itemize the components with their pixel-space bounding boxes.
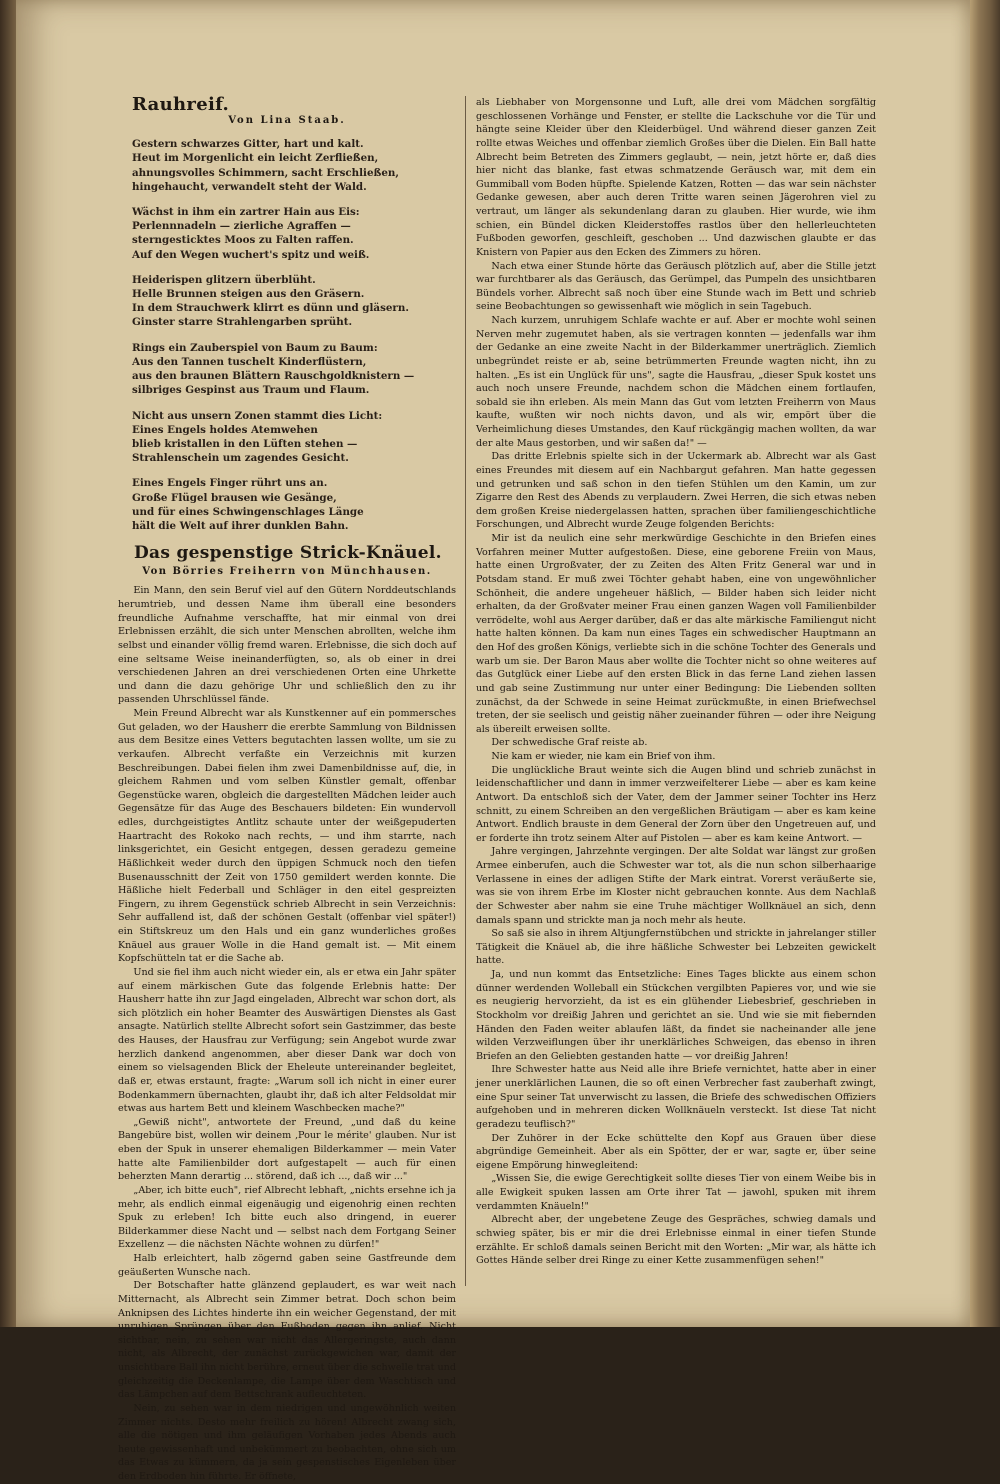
story-paragraph: Nein, zu sehen war in dem niedrigen und ungewöhnlich weiten Zimmer nichts. Desto mehr freilich zu hören! Albrecht zwang sich, alle die nötigen und ihm geläufigen Vorhaben jedes Abends auch heute gewissenhaft und unbekümmert zu beobachten, ohne sich um das Etwas zu kümmern, da ja sein gespenstisches Eigenleben über den Erdboden hin führte. Er öffnete,: [118, 1402, 456, 1482]
story-paragraph: Nach etwa einer Stunde hörte das Geräusch plötzlich auf, aber die Stille jetzt war furchtbarer als das Geräusch, das Gerümpel, das Pumpeln des unsichtbaren Bündels vorher. Albrecht saß noch über eine Stunde wach im Bett und schrieb seine Beobachtungen so gewissenhaft wie möglich in sein Tagebuch.: [476, 260, 876, 313]
poem-line: Aus den Tannen tuschelt Kinderflüstern,: [132, 355, 367, 368]
column-divider: [465, 96, 466, 1286]
poem-author: Von Lina Staab.: [228, 114, 346, 126]
story-paragraph: „Gewiß nicht", antwortete der Freund, „und daß du keine Bangebüre bist, wollen wir deinem ‚Pour le mérite' glauben. Nur ist eben der Spuk in unserer ehemaligen Bilderkammer — mein Vater hatte alte Familienbilder dort aufgestapelt — auch für einen beherzten Mann derartig ... störend, daß ich ..., daß wir ...": [118, 1116, 456, 1183]
poem-title: Rauhreif.: [132, 94, 230, 115]
poem-line: Auf den Wegen wuchert's spitz und weiß.: [132, 248, 370, 261]
poem-line: Eines Engels holdes Atemwehen: [132, 423, 318, 436]
poem-stanza: [132, 205, 456, 262]
poem-stanza: [132, 273, 456, 330]
poem-stanzas: [118, 137, 456, 533]
poem-line: Große Flügel brausen wie Gesänge,: [132, 491, 337, 504]
story-paragraph: Halb erleichtert, halb zögernd gaben seine Gastfreunde dem geäußerten Wunsche nach.: [118, 1253, 456, 1278]
story-paragraph: Die unglückliche Braut weinte sich die Augen blind und schrieb zunächst in leidenschaftlicher und dann in immer verzweifelterer Liebe — aber es kam keine Antwort. Da entschloß sich der Vater, dem der Jammer seiner Tochter ins Herz schnitt, zu einem Schreiben an den vergeßlichen Bräutigam — aber es kam keine Antwort. Endlich brauste in dem General der Zorn über den Ungetreuen auf, und er forderte ihn trotz seinem Alter auf Pistolen — aber es kam keine Antwort. —: [476, 764, 876, 844]
poem-stanza: [132, 137, 456, 194]
story-paragraph: Ihre Schwester hatte aus Neid alle ihre Briefe vernichtet, hatte aber in einer jener unerklärlichen Launen, die so oft einen Verbrecher fast zauberhaft zwingt, eine Spur seiner Tat unverwischt zu lassen, die Briefe des schwedischen Offiziers aufgehoben und in mehreren dicken Wollknäueln versteckt. Ist diese Tat nicht geradezu teuflisch?": [476, 1064, 876, 1130]
story-title: Das gespenstige Strick-Knäuel.: [134, 543, 442, 564]
poem-line: Rings ein Zauberspiel von Baum zu Baum:: [132, 341, 378, 354]
story-text-right: [476, 96, 876, 1268]
poem-line: Heut im Morgenlicht ein leicht Zerfließen,: [132, 152, 379, 165]
story-paragraph: Ein Mann, den sein Beruf viel auf den Gütern Norddeutschlands herumtrieb, und dessen Name ihm überall eine besonders freundliche Aufnahme verschaffte, hat mir einmal von drei Erlebnissen erzählt, die sich unter Menschen abrollten, welche ihm selbst und einander völlig fremd waren. Erlebnisse, die sich doch auf eine seltsame Weise ineinanderfügten, so, als ob einer in drei verschiedenen Jahren an drei verschiedenen Orten eine Uhrkette und dann die dazu gehörige Uhr und schließlich den zu ihr passenden Uhrschlüssel fände.: [118, 585, 456, 706]
story-text-left: [118, 584, 456, 1483]
poem-line: Heiderispen glitzern überblüht.: [132, 273, 316, 286]
story-paragraph: Nie kam er wieder, nie kam ein Brief von ihm.: [491, 751, 716, 762]
poem-line: aus den braunen Blättern Rauschgoldknistern —: [132, 370, 415, 383]
poem-line: Eines Engels Finger rührt uns an.: [132, 477, 328, 490]
poem-stanza: [132, 341, 456, 398]
poem-line: Wächst in ihm ein zartrer Hain aus Eis:: [132, 206, 360, 219]
poem-line: Helle Brunnen steigen aus den Gräsern.: [132, 288, 365, 301]
story-paragraph: Mir ist da neulich eine sehr merkwürdige Geschichte in den Briefen eines Vorfahren meiner Mutter aufgestoßen. Diese, eine geborene Freiin von Maus, hatte einen Urgroßvater, der zu Zeiten des Alten Fritz General war und in Potsdam stand. Er muß zwei Töchter gehabt haben, eine von ungewöhnlicher Schönheit, die andere ungeheuer häßlich, — Bilder haben sich leider nicht erhalten, da der Großvater meiner Frau einen ganzen Wagen voll Familienbilder verrödelte, wohl aus Aerger darüber, daß er das alte märkische Familiengut nicht hatte halten können. Da kam nun eines Tages ein schwedischer Hauptmann an den Hof des großen Königs, verliebte sich in die schöne Tochter des Generals und warb um sie. Der Baron Maus aber wollte die Tochter nicht so ohne weiteres auf das Gutglück einer Liebe auf den ersten Blick in das ferne Land ziehen lassen und gab seine Zustimmung nur unter einer Bedingung: Die Liebenden sollten zunächst, da der Schwede in seine Heimat zurückmußte, in einen Briefwechsel treten, der sie seelisch und geistig näher zueinander führen — oder ihre Neigung als übereilt erweisen sollte.: [476, 533, 876, 735]
poem-line: Perlennnadeln — zierliche Agraffen —: [132, 220, 351, 233]
right-column: [476, 96, 876, 1268]
story-paragraph: Jahre vergingen, Jahrzehnte vergingen. Der alte Soldat war längst zur großen Armee einberufen, auch die Schwester war tot, als die nun schon silberhaarige Verlassene in eines der adligen Stifte der Mark eintrat. Vorerst veräußerte sie, was sie von ihrem Erbe im Kloster nicht gebrauchen konnte. Aus dem Nachlaß der Schwester aber nahm sie eine Truhe mächtiger Wollknäuel an sich, denn damals spann und strickte man ja noch mehr als heute.: [476, 846, 876, 926]
poem-line: und für eines Schwingenschlages Länge: [132, 505, 364, 518]
story-paragraph: Der schwedische Graf reiste ab.: [491, 737, 648, 749]
poem-stanza: [132, 409, 456, 466]
story-paragraph: „Aber, ich bitte euch", rief Albrecht lebhaft, „nichts ersehne ich ja mehr, als endlich einmal eigenäugig und eigenohrig einen rechten Spuk zu erleben! Ich bitte euch also dringend, in euerer Bilderkammer diese Nacht und — selbst nach dem Fortgang Seiner Exzellenz — die nächsten Nächte wohnen zu dürfen!": [118, 1184, 456, 1251]
poem-line: silbriges Gespinst aus Traum und Flaum.: [132, 384, 370, 397]
poem-line: blieb kristallen in den Lüften stehen —: [132, 437, 358, 450]
story-paragraph: Albrecht aber, der ungebetene Zeuge des Gespräches, schwieg damals und schwieg später, bis er mir die drei Erlebnisse einmal in einer tiefen Stunde erzählte. Er schloß damals seinen Bericht mit den Worten: „Mir war, als hätte ich Gottes Hände selber drei Ringe zu einer Kette zusammenfügen sehen!": [476, 1214, 876, 1267]
story-paragraph: Nach kurzem, unruhigem Schlafe wachte er auf. Aber er mochte wohl seinen Nerven mehr zugemutet haben, als sie vertragen konnten — jedenfalls war ihm der Gedanke an eine zweite Nacht in der Bilderkammer unerträglich. Ziemlich unbegründet reiste er ab, seine betrümmerten Freunde wagten nicht, ihn zu halten. „Es ist ein Unglück für uns", sagte die Hausfrau, „dieser Spuk kostet uns auch noch unsere Freunde, nachdem schon die Mädchen einem fortlaufen, sobald sie ihn erleben. Als mein Mann das Gut vom letzten Freiherrn von Maus kaufte, wußten wir noch nichts davon, und als wir, empört über die Verheimlichung dieses Umstandes, den Kauf rückgängig machen wollten, da war der alte Maus gestorben, und wir saßen da!" —: [476, 315, 876, 449]
story-paragraph: Und sie fiel ihm auch nicht wieder ein, als er etwa ein Jahr später auf einem märkischen Gute das folgende Erlebnis hatte: Der Hausherr hatte ihn zur Jagd eingeladen, Albrecht war schon dort, als sich plötzlich ein hoher Beamter des Auswärtigen Dienstes als Gast ansagte. Natürlich stellte Albrecht sofort sein Gastzimmer, das beste des Hauses, der Hausfrau zur Verfügung; sein Angebot wurde zwar herzlich dankend angenommen, aber dieser Dank war doch von einem so vielsagenden Blick der Eheleute untereinander begleitet, daß er, etwas erstaunt, fragte: „Warum soll ich nicht in einer eurer Bodenkammern übernachten, glaubt ihr, daß ich alter Feldsoldat mir etwas aus hartem Bett und kleinem Waschbecken mache?": [118, 966, 456, 1115]
story-paragraph: Das dritte Erlebnis spielte sich in der Uckermark ab. Albrecht war als Gast eines Freundes mit diesem auf ein Nachbargut gefahren. Man hatte gegessen und getrunken und saß schon in den tiefen Stühlen um den Kamin, um zur Zigarre den Rest des Abends zu verplaudern. Zwei Herren, die sich etwas neben dem großen Kreise niedergelassen hatten, sprachen über familiengeschichtliche Forschungen, und Albrecht wurde Zeuge folgenden Berichts:: [476, 451, 876, 531]
poem-line: Strahlenschein um zagendes Gesicht.: [132, 452, 349, 465]
poem-line: Gestern schwarzes Gitter, hart und kalt.: [132, 138, 364, 151]
left-column: [118, 92, 456, 1484]
poem-line: hingehaucht, verwandelt steht der Wald.: [132, 180, 367, 193]
poem-line: sterngesticktes Moos zu Falten raffen.: [132, 234, 354, 247]
poem-line: Nicht aus unsern Zonen stammt dies Licht:: [132, 409, 383, 422]
story-paragraph: So saß sie also in ihrem Altjungfernstübchen und strickte in jahrelanger stiller Tätigkeit die Knäuel ab, die ihre häßliche Schwester bei Lebzeiten gewickelt hatte.: [476, 928, 876, 967]
poem-line: Ginster starre Strahlengarben sprüht.: [132, 316, 353, 329]
poem-line: hält die Welt auf ihrer dunklen Bahn.: [132, 519, 349, 532]
story-paragraph: Ja, und nun kommt das Entsetzliche: Eines Tages blickte aus einem schon dünner werdenden Wolleball ein Stückchen vergilbten Papieres vor, und wie sie es neugierig hervorzieht, da ist es ein glühender Liebesbrief, geschrieben in Stockholm vor dreißig Jahren und gerichtet an sie. Und wie sie mit fiebernden Händen den Faden weiter ablaufen läßt, da findet sie nacheinander alle jene wilden Verzweiflungen über ihr unerklärliches Schweigen, das ebenso in ihren Briefen an den Geliebten gestanden hatte — vor dreißig Jahren!: [476, 969, 876, 1062]
poem-stanza: [132, 476, 456, 533]
story-paragraph: Der Zuhörer in der Ecke schüttelte den Kopf aus Grauen über diese abgründige Gemeinheit. Aber als ein Spötter, der er war, sagte er, über seine eigene Empörung hinwegleitend:: [476, 1132, 876, 1171]
story-paragraph: als Liebhaber von Morgensonne und Luft, alle drei vom Mädchen sorgfältig geschlossenen Vorhänge und Fenster, er stellte die Lackschuhe vor die Tür und hängte seine Kleider über den Kleiderbügel. Und während dieser ganzen Zeit rollte etwas Weiches und offenbar ziemlich Großes über die Dielen. Ein Ball hatte Albrecht beim Betreten des Zimmers geglaubt, — nein, jetzt hörte er, daß dies hier nicht das blanke, fast etwas schmatzende Geräusch war, mit dem ein Gummiball vom Boden hüpfte. Spielende Katzen, Rotten — das war sein nächster Gedanke gewesen, aber auch deren Tritte waren seinen Jägerohren viel zu vertraut, um länger als sekundenlang daran zu glauben. Hier wurde, wie ihm schien, ein Bündel dicken Kleiderstoffes rastlos über den hellerleuchteten Fußboden geworfen, geschleift, geschoben ... Und dazwischen glaubte er das Knistern von Papier aus den Ecken des Zimmers zu hören.: [476, 97, 876, 258]
story-author: Von Börries Freiherrn von Münchhausen.: [142, 565, 432, 577]
story-paragraph: Der Botschafter hatte glänzend geplaudert, es war weit nach Mitternacht, als Albrecht sein Zimmer betrat. Doch schon beim Anknipsen des Lichtes hinderte ihn ein weicher Gegenstand, der mit unruhigen Sprüngen über den Fußboden gegen ihn anlief. Nicht sichtbar, nein, zu sehen war nicht das Allergeringste, auch dann nicht, als Albrecht, der zunächst zurückgewichen war, damit der unsichtbare Ball ihn nicht berühre, erneut über die schwelle trat und gleichzeitig die Deckenlampe, die Lampe über dem Waschtisch und das Lämpchen auf dem Bettschrank aufleuchteten.: [118, 1280, 456, 1401]
story-paragraph: Mein Freund Albrecht war als Kunstkenner auf ein pommersches Gut geladen, wo der Hausherr die ererbte Sammlung von Bildnissen aus dem Besitze eines Vetters begutachten lassen wollte, um sie zu verkaufen. Albrecht verfaßte ein Verzeichnis mit kurzen Beschreibungen. Dabei fielen ihm zwei Damenbildnisse auf, die, in gleichem Rahmen und vom selben Künstler gemalt, offenbar Gegenstücke waren, obgleich die dargestellten Mädchen leider auch Gegensätze für das Auge des Beschauers bildeten: Ein wundervoll edles, durchgeistigtes Antlitz schaute unter der weißgepuderten Haartracht des Rokoko nach rechts, — und ihm starrte, nach linksgerichtet, ein Gesicht entgegen, dessen geradezu gemeine Häßlichkeit weder durch den üppigen Schmuck noch den tiefen Busenausschnitt der Zeit von 1750 gemildert werden konnte. Die Häßliche hielt Federball und Schläger in den eitel gespreizten Fingern, zu ihrem Gegenstück schrieb Albrecht in sein Verzeichnis: Sehr auffallend ist, daß der schönen Gestalt (offenbar viel später!) ein Stiftskreuz um den Hals und ein ganz wunderliches großes Knäuel aus grauer Wolle in die Hand gemalt ist. — Mit einem Kopfschütteln tat er die Sache ab.: [118, 708, 456, 965]
story-paragraph: „Wissen Sie, die ewige Gerechtigkeit sollte dieses Tier von einem Weibe bis in alle Ewigkeit spuken lassen am Orte ihrer Tat — jawohl, spuken mit ihrem verdammten Knäueln!": [476, 1173, 876, 1212]
poem-line: ahnungsvolles Schimmern, sacht Erschließen,: [132, 166, 399, 179]
poem-line: In dem Strauchwerk klirrt es dünn und gläsern.: [132, 302, 409, 315]
page-edge: [970, 0, 1000, 1327]
